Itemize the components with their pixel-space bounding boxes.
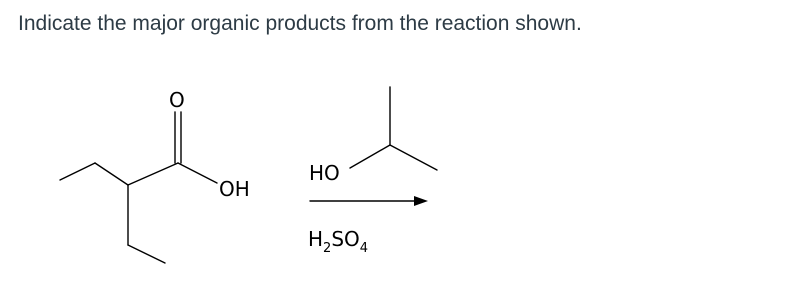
alcohol-hydroxyl-label: HO <box>309 161 340 185</box>
reagent-isopropanol <box>309 87 437 185</box>
catalyst-subscript-4: 4 <box>359 241 369 256</box>
reactant-carboxylic-acid <box>60 88 250 263</box>
bond-alpha-to-carbonyl <box>128 163 178 185</box>
question-text: Indicate the major organic products from the reaction shown. <box>18 12 582 35</box>
catalyst-subscript-2: 2 <box>323 241 332 256</box>
bond-carbonyl-to-oh <box>178 163 217 183</box>
catalyst-label <box>308 227 368 256</box>
bond-ethyl-terminal <box>60 163 95 180</box>
hydroxyl-label: OH <box>219 177 250 201</box>
carbonyl-oxygen-label: O <box>169 88 185 112</box>
bond-ethyl-to-alpha <box>95 163 128 185</box>
bond-ch-to-methyl-right <box>390 145 437 170</box>
reaction-arrow <box>310 196 428 206</box>
catalyst-formula <box>308 227 368 256</box>
bond-oxygen-to-ch <box>350 145 390 168</box>
bond-methyl-tail <box>128 245 165 263</box>
catalyst-so: SO <box>331 227 360 251</box>
catalyst-h: H <box>308 227 324 251</box>
arrow-head <box>414 196 428 206</box>
